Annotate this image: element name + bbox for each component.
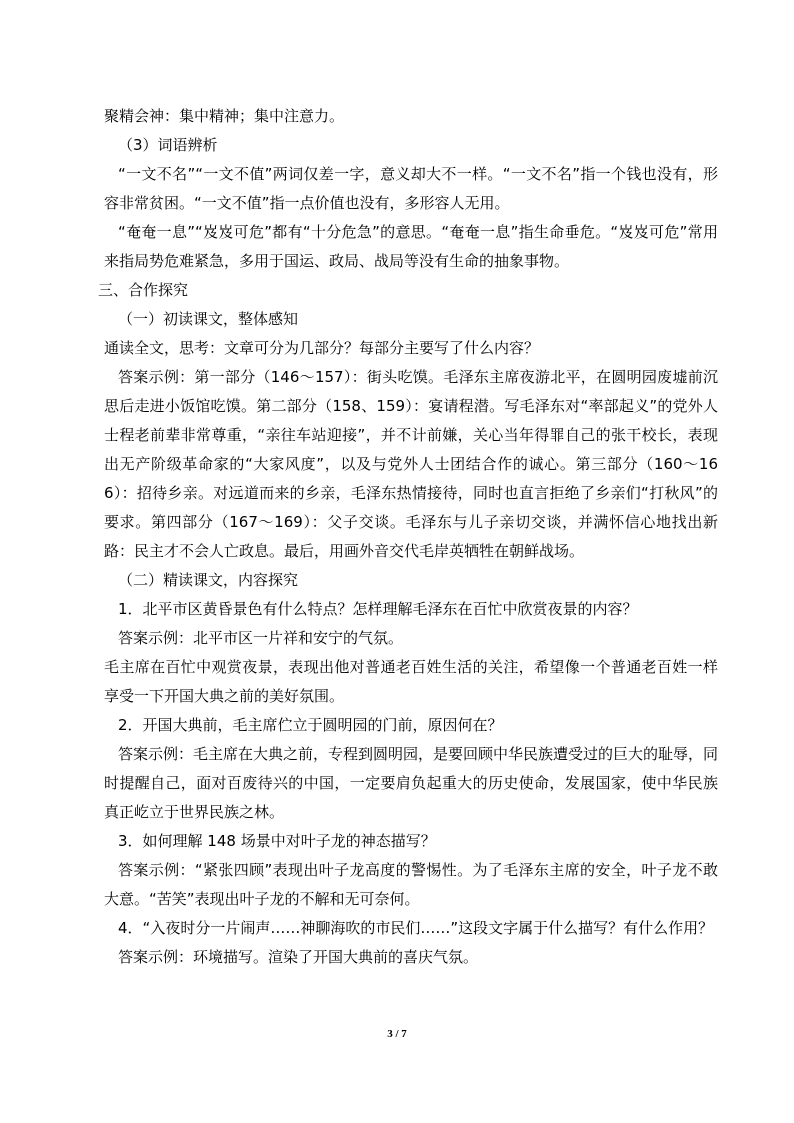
answer: 答案示例：环境描写。渲染了开国大典前的喜庆气氛。	[118, 948, 479, 966]
question: 2．开国大典前，毛主席伫立于圆明园的门前，原因何在？	[118, 716, 503, 734]
page-number: 3 / 7	[387, 1028, 407, 1040]
answer: 毛主席在百忙中观赏夜景，表现出他对普通老百姓生活的关注，希望像一个普通老百姓一样享受一下开国大典之前的美好氛围。	[104, 658, 718, 705]
section-heading: （一）初读课文，整体感知	[118, 310, 299, 328]
paragraph: 答案示例：第一部分（146～157）：街头吃馍。毛泽东主席夜游北平，在圆明园废墟前沉思后走进小饭馆吃馍。第二部分（158、159）：宴请程潜。写毛泽东对“率部起义”的党外人士程老前辈非常尊重，“亲往车站迎接”，并不计前嫌，关心当年得罪自己的张干校长，表现出无产阶级革命家的“大家风度”，以及与党外人士团结合作的诚心。第三部分（160～166）：招待乡亲。对远道而来的乡亲，毛泽东热情接待，同时也直言拒绝了乡亲们“打秋风”的要求。第四部分（167～169）：父子交谈。毛泽东与儿子亲切交谈，并满怀信心地找出新路：民主才不会人亡政息。最后，用画外音交代毛岸英牺牲在朝鲜战场。	[104, 368, 718, 560]
section-heading: （二）精读课文，内容探究	[118, 571, 299, 589]
answer: 答案示例：北平市区一片祥和安宁的气氛。	[118, 629, 404, 647]
question: 1．北平市区黄昏景色有什么特点？怎样理解毛泽东在百忙中欣赏夜景的内容？	[118, 600, 638, 618]
paragraph: “一文不名”“一文不值”两词仅差一字，意义却大不一样。“一文不名”指一个钱也没有，形容非常贫困。“一文不值”指一点价值也没有，多形容人无用。	[104, 165, 718, 212]
answer: 答案示例：毛主席在大典之前，专程到圆明园，是要回顾中华民族遭受过的巨大的耻辱，同时提醒自己，面对百废待兴的中国，一定要肩负起重大的历史使命，发展国家，使中华民族真正屹立于世界民族之林。	[104, 745, 719, 821]
paragraph: “奄奄一息”“岌岌可危”都有“十分危急”的意思。“奄奄一息”指生命垂危。“岌岌可危”常用来指局势危难紧急，多用于国运、政局、战局等没有生命的抽象事物。	[104, 223, 718, 270]
question: 3．如何理解 148 场景中对叶子龙的神态描写？	[118, 832, 436, 850]
answer: 答案示例：“紧张四顾”表现出叶子龙高度的警惕性。为了毛泽东主席的安全，叶子龙不敢大意。“苦笑”表现出叶子龙的不解和无可奈何。	[104, 861, 718, 908]
section-heading: 三、合作探究	[98, 281, 189, 299]
section-heading: （3）词语辨析	[118, 136, 218, 154]
question: 4．“入夜时分一片闹声……神聊海吹的市民们……”这段文字属于什么描写？有什么作用？	[118, 919, 714, 937]
document-body	[98, 102, 719, 972]
paragraph: 聚精会神：集中精神；集中注意力。	[104, 107, 345, 125]
paragraph: 通读全文，思考：文章可分为几部分？每部分主要写了什么内容？	[104, 339, 540, 357]
